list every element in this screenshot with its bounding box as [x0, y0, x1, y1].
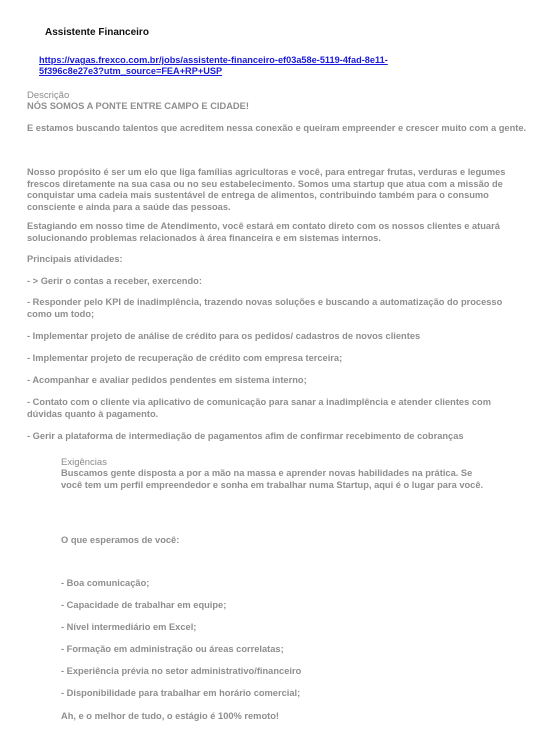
description-headline: NÓS SOMOS A PONTE ENTRE CAMPO E CIDADE!: [27, 101, 249, 111]
activities-title: Principais atividades:: [27, 254, 123, 264]
description-paragraph-2: Nosso propósito é ser um elo que liga famílias agricultoras e você, para entregar frutas, verduras e legumes frescos diretamente na sua casa ou no seu estabelecimento. Somos uma startup que atua com a missão de conquistar uma cadeia mais sustentável de entrega de alimentos, contribuindo também para o consumo consciente e ainda para a saúde das pessoas.: [27, 167, 506, 212]
requirements-section: [61, 457, 491, 491]
activity-item: - Responder pelo KPI de inadimplência, trazendo novas soluções e buscando a automatização do processo como um todo;: [27, 297, 503, 319]
activity-item: - Acompanhar e avaliar pedidos pendentes em sistema interno;: [27, 375, 307, 385]
requirement-item: - Nível intermediário em Excel;: [61, 622, 197, 632]
activity-item: - Implementar projeto de análise de crédito para os pedidos/ cadastros de novos clientes: [27, 331, 421, 341]
description-paragraph-3: Estagiando em nosso time de Atendimento, você estará em contato direto com os nossos clientes e atuará solucionando problemas relacionados à área financeira e em sistemas internos.: [27, 221, 500, 243]
expect-title: O que esperamos de você:: [61, 535, 180, 545]
description-label: Descrição: [27, 90, 70, 101]
activity-item: - Contato com o cliente via aplicativo de comunicação para sanar a inadimplência e atender clientes com dúvidas quanto à pagamento.: [27, 397, 491, 419]
activity-item: - Implementar projeto de recuperação de crédito com empresa terceira;: [27, 353, 343, 363]
activity-item: - > Gerir o contas a receber, exercendo:: [27, 276, 202, 286]
description-paragraph-1: E estamos buscando talentos que acreditem nessa conexão e queiram empreender e crescer muito com a gente.: [27, 123, 527, 133]
requirements-intro: Buscamos gente disposta a por a mão na massa e aprender novas habilidades na prática. Se você tem um perfil empreendedor e sonha em trabalhar numa Startup, aqui é o lugar para você.: [61, 468, 484, 490]
requirement-item: - Formação em administração ou áreas correlatas;: [61, 644, 284, 654]
job-link[interactable]: [39, 55, 479, 77]
requirement-item: - Disponibilidade para trabalhar em horário comercial;: [61, 688, 301, 698]
job-title: Assistente Financeiro: [45, 27, 149, 38]
job-link-line-2: 5f396c8e27e3?utm_source=FEA+RP+USP: [39, 66, 223, 76]
closing-line: Ah, e o melhor de tudo, o estágio é 100% remoto!: [61, 711, 279, 721]
activity-item: - Gerir a plataforma de intermediação de pagamentos afim de confirmar recebimento de cobranças: [27, 431, 464, 441]
requirement-item: - Boa comunicação;: [61, 578, 150, 588]
job-link-line-1: https://vagas.frexco.com.br/jobs/assistente-financeiro-ef03a58e-5119-4fad-8e11-: [39, 55, 388, 65]
requirement-item: - Experiência prévia no setor administrativo/financeiro: [61, 666, 302, 676]
requirement-item: - Capacidade de trabalhar em equipe;: [61, 600, 227, 610]
requirements-label: Exigências: [61, 457, 107, 468]
description-section: [27, 90, 527, 113]
